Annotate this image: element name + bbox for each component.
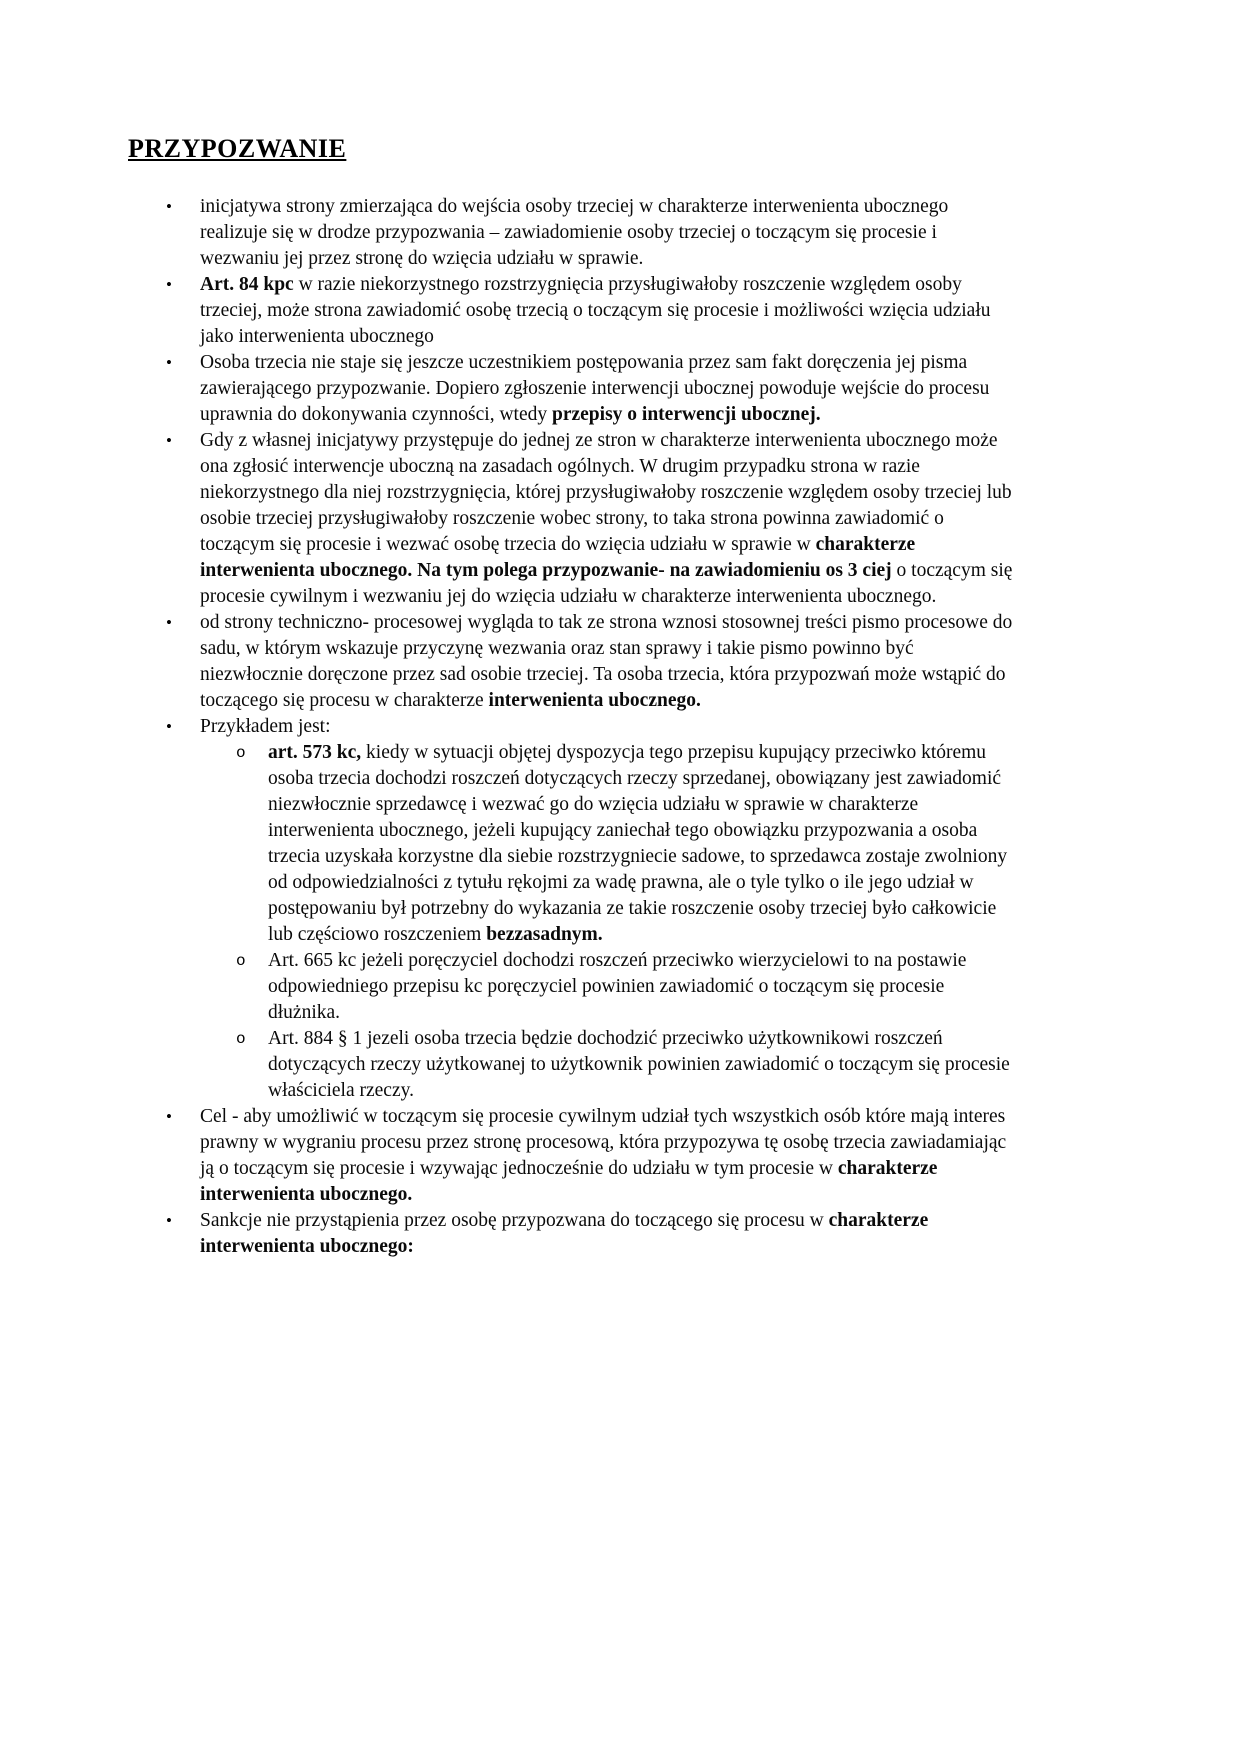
disc-bullet-icon: • — [166, 353, 172, 372]
list-item-text: Art. 665 kc jeżeli poręczyciel dochodzi roszczeń przeciwko wierzycielowi to na postawie odpowiedniego przepisu kc poręczyciel powinien zawiadomić o toczącym się procesie dłużnika. — [268, 950, 967, 1023]
list-item — [0, 194, 1240, 272]
list-item — [0, 610, 1240, 714]
disc-bullet-icon: • — [166, 431, 172, 450]
list-item — [0, 350, 1240, 428]
list-item-text: Gdy z własnej inicjatywy przystępuje do jednej ze stron w charakterze interwenienta ubocznego może ona zgłosić interwencje uboczną na zasadach ogólnych. W drugim przypadku strona w razie niekorzystnego dla niej rozstrzygnięcia, której przysługiwałoby roszczenie względem osoby trzeciej lub osobie trzeciej przysługiwałoby roszczenie wobec strony, to taka strona powinna zawiadomić o toczącym się procesie i wezwać osobę trzecia do wzięcia udziału w sprawie w charakterze interwenienta ubocznego. Na tym polega przypozwanie- na zawiadomieniu os 3 ciej o toczącym się procesie cywilnym i wezwaniu jej do wzięcia udziału w charakterze interwenienta ubocznego. — [200, 430, 1013, 607]
list-item-text: Przykładem jest: — [200, 716, 331, 737]
list-item — [0, 1208, 1240, 1260]
list-item-text: Art. 84 kpc w razie niekorzystnego rozstrzygnięcia przysługiwałoby roszczenie względem osoby trzeciej, może strona zawiadomić osobę trzecią o toczącym się procesie i możliwości wzięcia udziału jako interwenienta ubocznego — [200, 274, 991, 347]
disc-bullet-icon: • — [166, 613, 172, 632]
list-item-text: Cel - aby umożliwić w toczącym się procesie cywilnym udział tych wszystkich osób które mają interes prawny w wygraniu procesu przez stronę procesową, która przypozywa tę osobę trzecia zawiadamiając ją o toczącym się procesie i wzywając jednocześnie do udziału w tym procesie w charakterze interwenienta ubocznego. — [200, 1106, 1007, 1205]
list-item — [0, 714, 1240, 740]
page-title: PRZYPOZWANIE — [128, 134, 347, 163]
list-item — [0, 1026, 1240, 1104]
circle-bullet-icon: o — [236, 952, 246, 970]
list-item-text: Art. 884 § 1 jezeli osoba trzecia będzie dochodzić przeciwko użytkownikowi roszczeń dotyczących rzeczy użytkowanej to użytkownik powinien zawiadomić o toczącym się procesie właściciela rzeczy. — [268, 1028, 1010, 1101]
disc-bullet-icon: • — [166, 275, 172, 294]
list-item — [0, 948, 1240, 1026]
disc-bullet-icon: • — [166, 1211, 172, 1230]
list-item — [0, 1104, 1240, 1208]
list-item-text: Sankcje nie przystąpienia przez osobę przypozwana do toczącego się procesu w charakterze interwenienta ubocznego: — [200, 1210, 929, 1257]
disc-bullet-icon: • — [166, 197, 172, 216]
list-item — [0, 740, 1240, 948]
circle-bullet-icon: o — [236, 1030, 246, 1048]
list-item — [0, 272, 1240, 350]
bullet-list — [0, 194, 1240, 1260]
disc-bullet-icon: • — [166, 717, 172, 736]
list-item-text: inicjatywa strony zmierzająca do wejścia osoby trzeciej w charakterze interwenienta ubocznego realizuje się w drodze przypozwania – zawiadomienie osoby trzeciej o toczącym się procesie i wezwaniu jej przez stronę do wzięcia udziału w sprawie. — [200, 196, 949, 269]
list-item — [0, 428, 1240, 610]
disc-bullet-icon: • — [166, 1107, 172, 1126]
list-item-text: Osoba trzecia nie staje się jeszcze uczestnikiem postępowania przez sam fakt doręczenia jej pisma zawierającego przypozwanie. Dopiero zgłoszenie interwencji ubocznej powoduje wejście do procesu uprawnia do dokonywania czynności, wtedy przepisy o interwencji ubocznej. — [200, 352, 990, 425]
circle-bullet-icon: o — [236, 744, 246, 762]
list-item-text: od strony techniczno- procesowej wygląda to tak ze strona wznosi stosownej treści pismo procesowe do sadu, w którym wskazuje przyczynę wezwania oraz stan sprawy i takie pismo powinno być niezwłocznie doręczone przez sad osobie trzeciej. Ta osoba trzecia, która przypozwań może wstąpić do toczącego się procesu w charakterze interwenienta ubocznego. — [200, 612, 1013, 711]
list-item-text: art. 573 kc, kiedy w sytuacji objętej dyspozycja tego przepisu kupujący przeciwko któremu osoba trzecia dochodzi roszczeń dotyczących rzeczy sprzedanej, obowiązany jest zawiadomić niezwłocznie sprzedawcę i wezwać go do wzięcia udziału w sprawie w charakterze interwenienta ubocznego, jeżeli kupujący zaniechał tego obowiązku przypozwania a osoba trzecia uzyskała korzystne dla siebie rozstrzygniecie sadowe, to sprzedawca zostaje zwolniony od odpowiedzialności z tytułu rękojmi za wadę prawna, ale o tyle tylko o ile jego udział w postępowaniu był potrzebny do wykazania ze takie roszczenie osoby trzeciej było całkowicie lub częściowo roszczeniem bezzasadnym. — [268, 742, 1008, 945]
